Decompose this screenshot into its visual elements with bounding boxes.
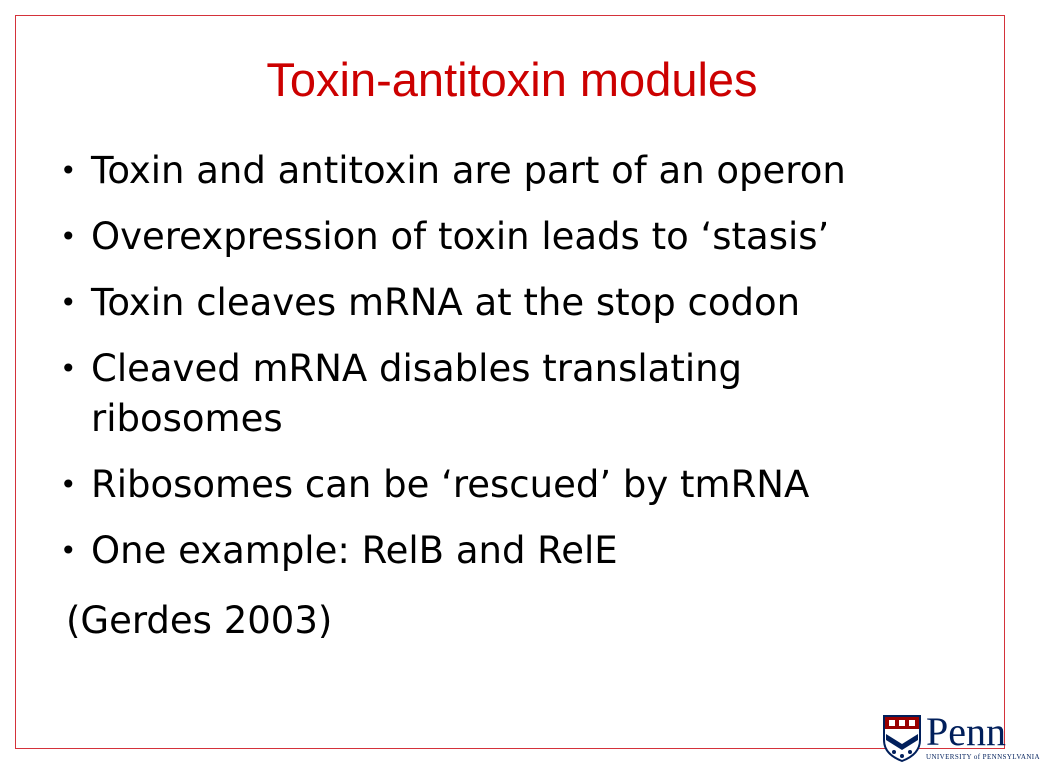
bullet-item: [56, 344, 811, 444]
bullet-marker: •: [60, 534, 77, 567]
bullet-marker: •: [60, 468, 77, 501]
bullet-item: [56, 212, 956, 262]
bullet-text: Overexpression of toxin leads to ‘stasis’: [91, 215, 830, 258]
penn-wordmark: Penn: [926, 709, 1006, 754]
bullet-item: [56, 526, 956, 576]
bullet-item: [56, 146, 956, 196]
bullet-text: One example: RelB and RelE: [91, 529, 618, 572]
bullet-marker: •: [60, 352, 77, 385]
bullet-item: [56, 278, 956, 328]
bullet-item: [56, 460, 956, 510]
bullet-marker: •: [60, 286, 77, 319]
slide-title: Toxin-antitoxin modules: [266, 53, 758, 106]
bullet-text: Toxin and antitoxin are part of an operon: [91, 149, 846, 192]
bullet-text: Cleaved mRNA disables translating ribosomes: [91, 347, 743, 440]
penn-logo: [882, 709, 1040, 768]
bullet-marker: •: [60, 154, 77, 187]
bullet-text: Ribosomes can be ‘rescued’ by tmRNA: [91, 463, 810, 506]
bullet-text: Toxin cleaves mRNA at the stop codon: [91, 281, 801, 324]
penn-subtitle: UNIVERSITY of PENNSYLVANIA: [926, 753, 1040, 761]
penn-shield-icon: [882, 714, 922, 762]
citation: (Gerdes 2003): [66, 599, 333, 642]
bullet-list: [56, 146, 956, 592]
bullet-marker: •: [60, 220, 77, 253]
